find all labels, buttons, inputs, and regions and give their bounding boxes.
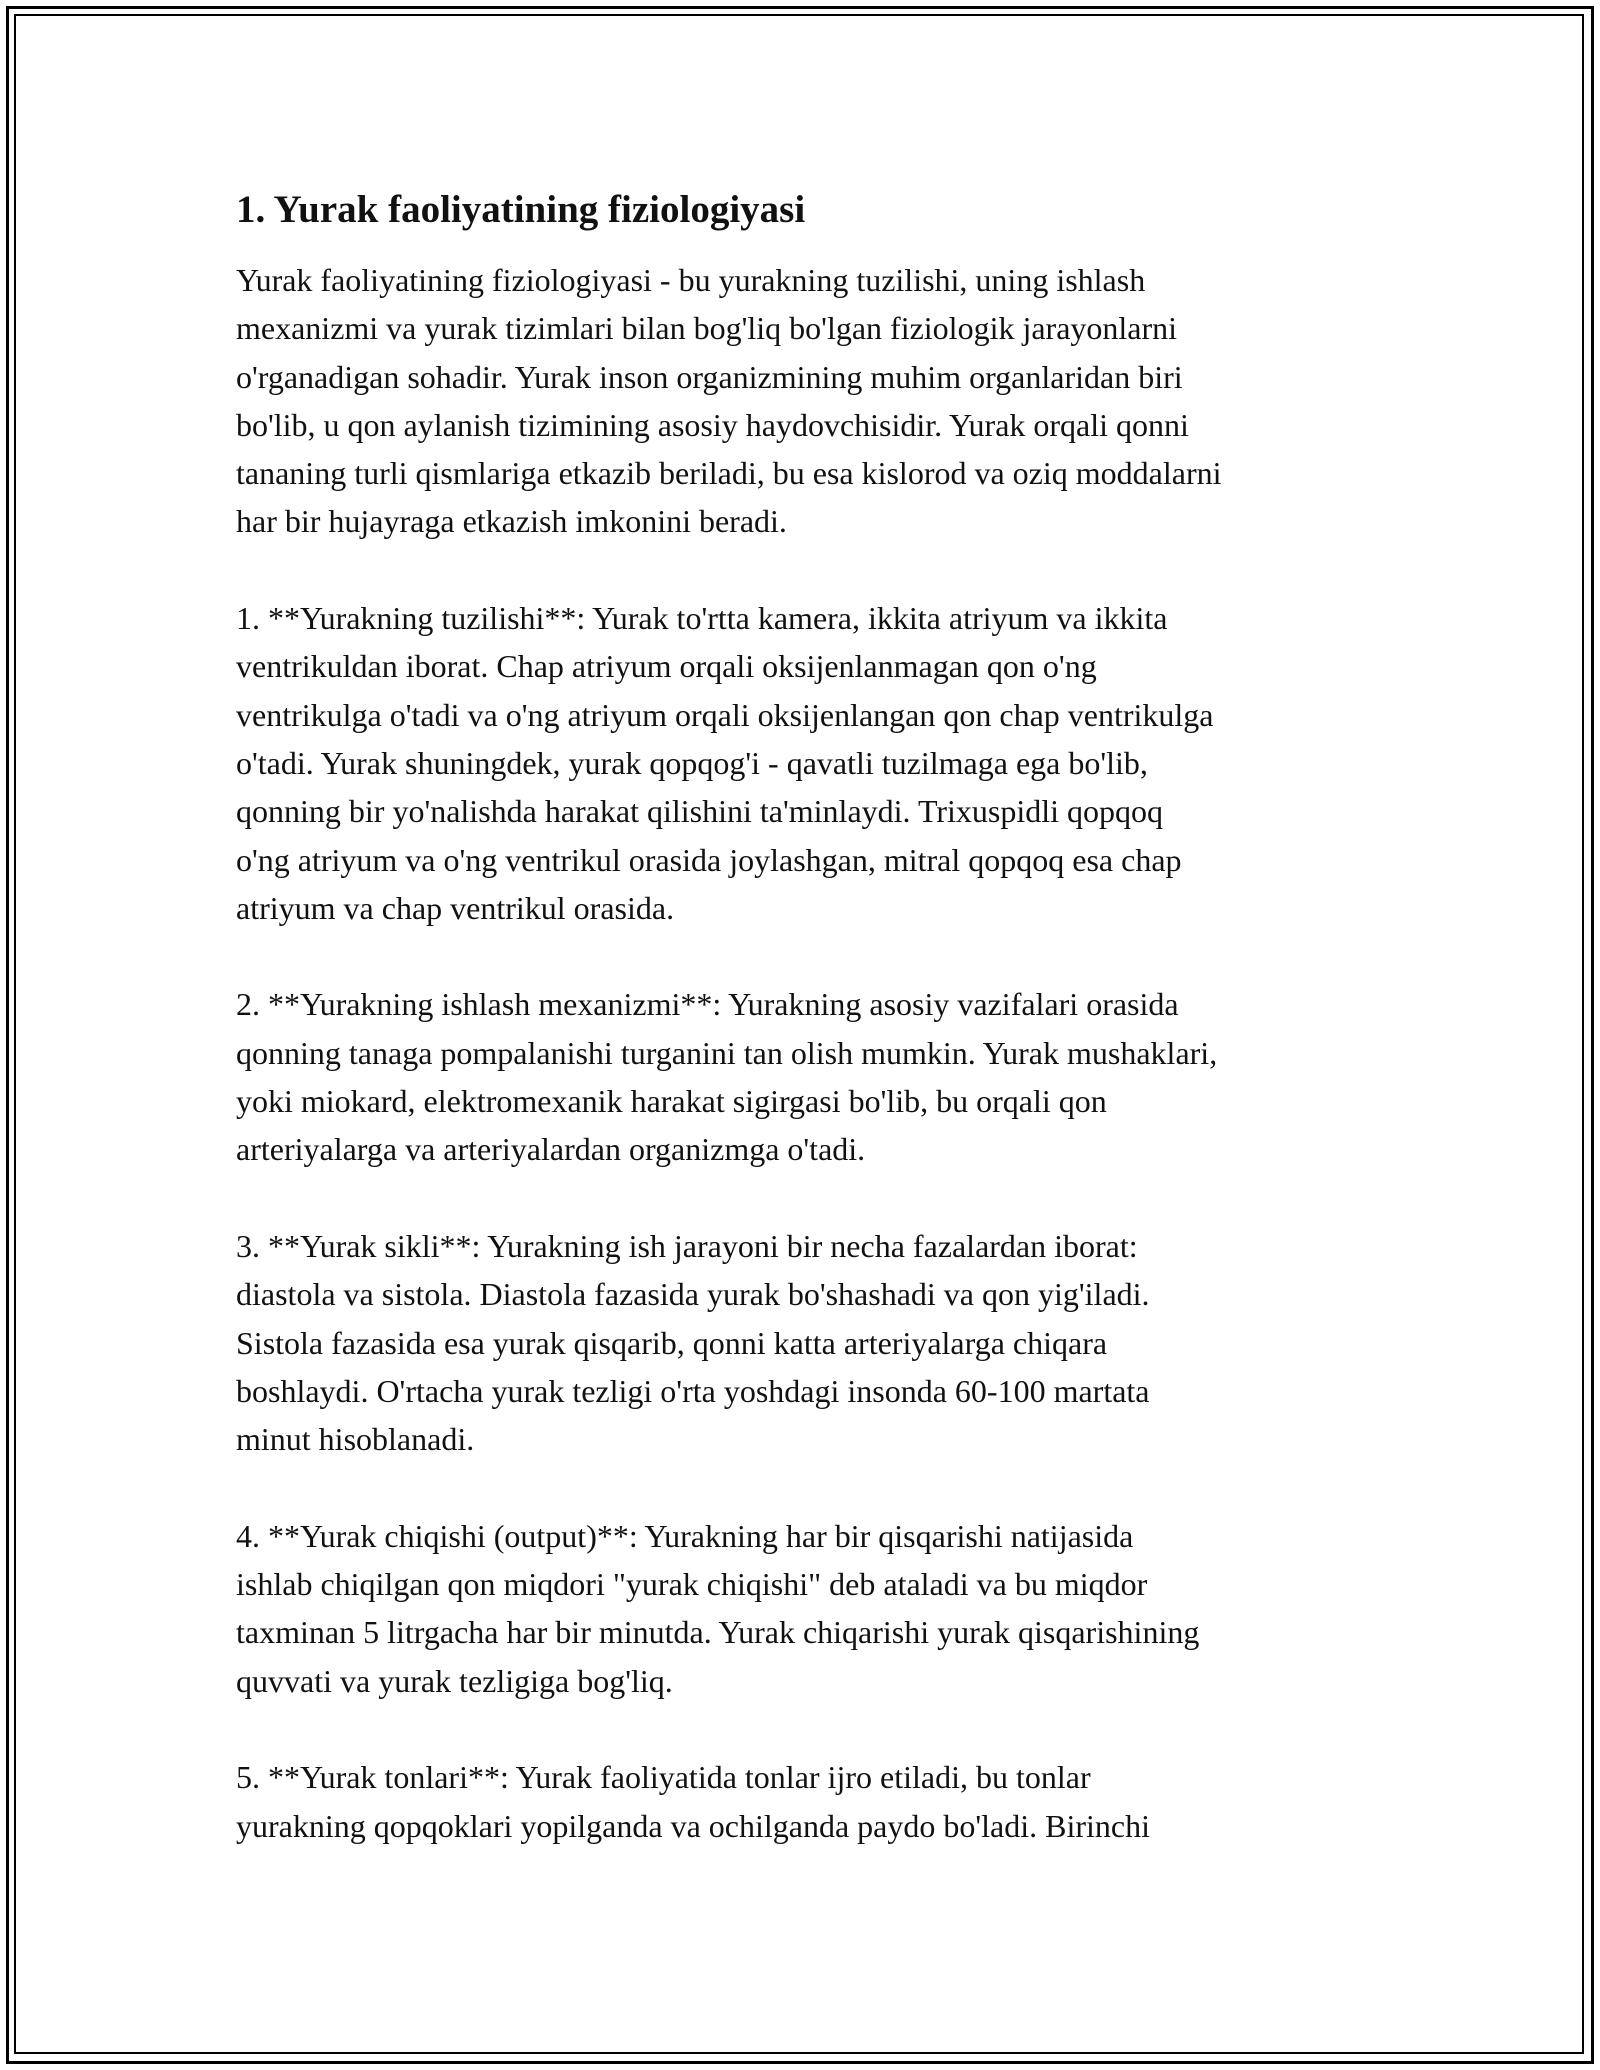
text-line: minut hisoblanadi. — [236, 1421, 475, 1458]
text-line: tananing turli qismlariga etkazib beriladi, bu esa kislorod va oziq moddalarni — [236, 455, 1222, 492]
text-line: taxminan 5 litrgacha har bir minutda. Yurak chiqarishi yurak qisqarishining — [236, 1614, 1200, 1651]
paragraph — [236, 594, 1396, 932]
section-heading: 1. Yurak faoliyatining fiziologiyasi — [236, 188, 806, 231]
text-line: atriyum va chap ventrikul orasida. — [236, 889, 675, 926]
text-line: o'ng atriyum va o'ng ventrikul orasida joylashgan, mitral qopqoq esa chap — [236, 841, 1182, 878]
text-line: diastola va sistola. Diastola fazasida yurak bo'shashadi va qon yig'iladi. — [236, 1276, 1150, 1313]
paragraph — [236, 1512, 1396, 1705]
text-line: 4. **Yurak chiqishi (output)**: Yurakning har bir qisqarishi natijasida — [236, 1517, 1134, 1554]
text-line: 5. **Yurak tonlari**: Yurak faoliyatida tonlar ijro etiladi, bu tonlar — [236, 1759, 1091, 1796]
text-line: bo'lib, u qon aylanish tizimining asosiy haydovchisidir. Yurak orqali qonni — [236, 406, 1189, 443]
text-line: mexanizmi va yurak tizimlari bilan bog'liq bo'lgan fiziologik jarayonlarni — [236, 310, 1178, 347]
text-line: qonning bir yo'nalishda harakat qilishini ta'minlaydi. Trixuspidli qopqoq — [236, 793, 1164, 830]
text-line: ventrikulga o'tadi va o'ng atriyum orqali oksijenlangan qon chap ventrikulga — [236, 696, 1214, 733]
text-line: har bir hujayraga etkazish imkonini beradi. — [236, 503, 787, 540]
text-line: o'rganadigan sohadir. Yurak inson organizmining muhim organlaridan biri — [236, 358, 1183, 395]
paragraph — [236, 256, 1396, 546]
text-line: Yurak faoliyatining fiziologiyasi - bu yurakning tuzilishi, uning ishlash — [236, 262, 1146, 298]
document-body — [236, 186, 1396, 1898]
text-line: 3. **Yurak sikli**: Yurakning ish jarayoni bir necha fazalardan iborat: — [236, 1227, 1138, 1264]
text-line: arteriyalarga va arteriyalardan organizmga o'tadi. — [236, 1131, 866, 1168]
text-line: quvvati va yurak tezligiga bog'liq. — [236, 1662, 673, 1699]
paragraph — [236, 1753, 1396, 1850]
text-line: 2. **Yurakning ishlash mexanizmi**: Yurakning asosiy vazifalari orasida — [236, 986, 1179, 1023]
text-line: o'tadi. Yurak shuningdek, yurak qopqog'i - qavatli tuzilmaga ega bo'lib, — [236, 744, 1148, 781]
text-line: yurakning qopqoklari yopilganda va ochilganda paydo bo'ladi. Birinchi — [236, 1807, 1150, 1844]
text-line: qonning tanaga pompalanishi turganini tan olish mumkin. Yurak mushaklari, — [236, 1034, 1218, 1071]
text-line: yoki miokard, elektromexanik harakat sigirgasi bo'lib, bu orqali qon — [236, 1083, 1107, 1120]
paragraph-list — [236, 256, 1396, 1850]
text-line: ishlab chiqilgan qon miqdori "yurak chiqishi" deb ataladi va bu miqdor — [236, 1566, 1148, 1603]
text-line: boshlaydi. O'rtacha yurak tezligi o'rta yoshdagi insonda 60-100 martata — [236, 1372, 1150, 1409]
text-line: ventrikuldan iborat. Chap atriyum orqali oksijenlanmagan qon o'ng — [236, 648, 1097, 685]
text-line: 1. **Yurakning tuzilishi**: Yurak to'rtta kamera, ikkita atriyum va ikkita — [236, 600, 1168, 637]
paragraph — [236, 1222, 1396, 1463]
paragraph — [236, 980, 1396, 1173]
text-line: Sistola fazasida esa yurak qisqarib, qonni katta arteriyalarga chiqara — [236, 1324, 1108, 1361]
